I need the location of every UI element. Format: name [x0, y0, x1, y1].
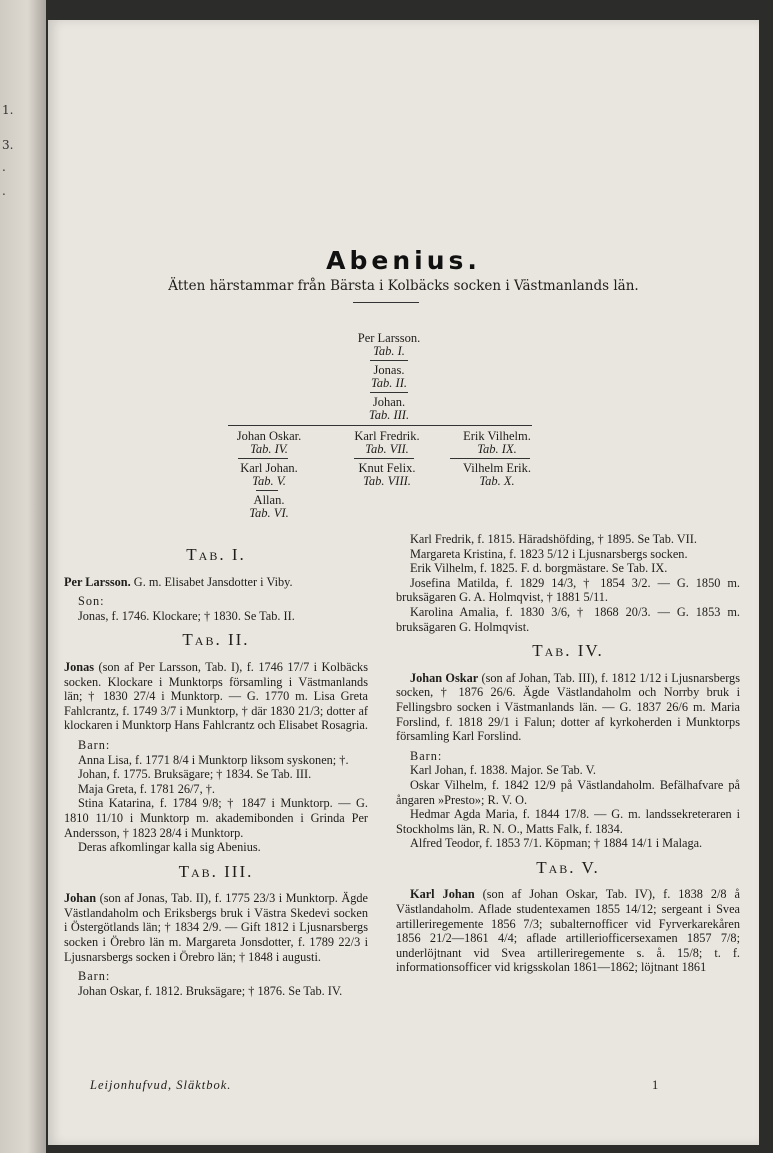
- entry-text: (son af Johan, Tab. III), f. 1812 1/12 i Ljusnarsbergs socken, † 1876 26/6. Ägde Västlandaholm och Norrby bruk i Fellingsbro socken i Västmanlands län. — G. 1837 26/6 m. Maria Forslind, f. 1818 29/1 i Falun; dotter af kyrkoherden i Munktorps församling Karl Forslind.: [396, 670, 740, 744]
- tree-brace: [228, 425, 532, 426]
- entry-paragraph: [64, 575, 368, 590]
- tree-brace: [370, 392, 408, 393]
- entry-paragraph: [396, 671, 740, 744]
- page-title: Abenius.: [326, 246, 481, 275]
- margin-mark: 1.: [2, 103, 14, 117]
- page-subtitle: Ätten härstammar från Bärsta i Kolbäcks socken i Västmanlands län.: [168, 278, 639, 294]
- entry-paragraph: [64, 891, 368, 964]
- tree-brace: [450, 458, 530, 459]
- tree-tab: Tab. V.: [252, 474, 286, 488]
- tree-tab: Tab. VII.: [365, 442, 409, 456]
- children-label: Son:: [78, 594, 105, 609]
- child-entry: Margareta Kristina, f. 1823 5/12 i Ljusnarsbergs socken.: [410, 546, 688, 561]
- tree-name: Per Larsson.: [357, 331, 421, 345]
- child-entry: Erik Vilhelm, f. 1825. F. d. borgmästare. Se Tab. IX.: [410, 561, 668, 576]
- tree-tab: Tab. VIII.: [363, 474, 411, 488]
- tree-brace: [238, 458, 288, 459]
- footer-source: Leijonhufvud, Släktbok.: [90, 1078, 232, 1092]
- child-entry: Anna Lisa, f. 1771 8/4 i Munktorp liksom syskonen; †.: [78, 752, 349, 767]
- section-heading: Tab. II.: [182, 630, 250, 650]
- children-label: Barn:: [78, 737, 111, 752]
- tree-name: Karl Johan.: [240, 461, 298, 475]
- entry-paragraph: [396, 887, 740, 975]
- child-entry: Maja Greta, f. 1781 26/7, †.: [78, 781, 215, 796]
- section-heading: Tab. I.: [186, 545, 246, 564]
- margin-mark: .: [2, 160, 6, 174]
- section-heading: Tab. III.: [178, 861, 254, 881]
- children-label: Barn:: [78, 969, 111, 984]
- tree-node-johan-oskar: [214, 430, 324, 456]
- page-number: 1: [652, 1078, 660, 1092]
- tree-tab: Tab. IX.: [477, 442, 517, 456]
- tree-node-erik-vilhelm: [442, 430, 552, 456]
- right-column: [396, 532, 740, 975]
- tree-name: Jonas.: [373, 363, 405, 377]
- children-label: Barn:: [410, 748, 443, 763]
- tree-node-per-larsson: [334, 332, 444, 358]
- tree-tab: Tab. I.: [373, 344, 405, 358]
- tree-tab: Tab. X.: [479, 474, 515, 488]
- child-entry: Karl Johan, f. 1838. Major. Se Tab. V.: [410, 763, 596, 778]
- title-rule: [353, 302, 419, 303]
- adjacent-page-edge: [0, 0, 46, 1153]
- entry-name: Per Larsson.: [64, 574, 131, 589]
- tree-name: Knut Felix.: [358, 461, 416, 475]
- entry-name: Johan: [64, 891, 97, 906]
- section-heading: Tab. IV.: [532, 641, 604, 661]
- left-column: [64, 538, 368, 998]
- tree-brace: [370, 360, 408, 361]
- tree-node-johan: [334, 396, 444, 422]
- child-entry: Johan, f. 1775. Bruksägare; † 1834. Se Tab. III.: [78, 767, 312, 782]
- entry-text: (son af Per Larsson, Tab. I), f. 1746 17/7 i Kolbäcks socken. Klockare i Munktorps församling i Västmanlands län; † 1830 27/4 i Munktorp. — G. 1770 m. Lisa Greta Fahlcrantz, f. 1749 3/7 i Munktorp, † där 1830 21/3; dotter af klockaren i Munktorp Hans Fahlcrantz och Elisabet Rosagria.: [64, 659, 368, 733]
- tree-node-karl-fredrik: [332, 430, 442, 456]
- tree-node-jonas: [334, 364, 444, 390]
- tree-tab: Tab. IV.: [250, 442, 288, 456]
- document-page: [48, 20, 759, 1145]
- entry-paragraph: [64, 660, 368, 733]
- child-entry: Jonas, f. 1746. Klockare; † 1830. Se Tab. II.: [78, 608, 295, 623]
- child-entry: Karl Fredrik, f. 1815. Häradshöfding, † 1895. Se Tab. VII.: [410, 532, 697, 546]
- entry-text: G. m. Elisabet Jansdotter i Viby.: [130, 574, 293, 589]
- child-entry: Oskar Vilhelm, f. 1842 12/9 på Västlandaholm. Befälhafvare på ångaren »Presto»; R. V. O.: [396, 777, 740, 807]
- child-entry: Hedmar Agda Maria, f. 1844 17/8. — G. m. landssekreteraren i Stockholms län, R. N. O., Matts Falk, f. 1834.: [396, 807, 740, 836]
- margin-mark: 3.: [2, 138, 14, 152]
- entry-name: Karl Johan: [410, 887, 475, 902]
- section-heading: Tab. V.: [536, 857, 600, 877]
- tree-node-knut-felix: [332, 462, 442, 488]
- tree-name: Vilhelm Erik.: [463, 461, 531, 475]
- tree-name: Allan.: [253, 493, 285, 507]
- child-entry: Karolina Amalia, f. 1830 3/6, † 1868 20/3. — G. 1853 m. bruksägaren G. Holmqvist.: [396, 604, 740, 634]
- entry-name: Johan Oskar: [410, 670, 479, 685]
- child-entry: Johan Oskar, f. 1812. Bruksägare; † 1876. Se Tab. IV.: [78, 983, 343, 998]
- note: Deras afkomlingar kalla sig Abenius.: [78, 840, 261, 855]
- child-entry: Josefina Matilda, f. 1829 14/3, † 1854 3/2. — G. 1850 m. bruksägaren G. A. Holmqvist, † 1881 5/11.: [396, 575, 740, 605]
- tree-name: Johan Oskar.: [236, 429, 302, 443]
- tree-name: Karl Fredrik.: [354, 429, 420, 443]
- tree-tab: Tab. III.: [368, 408, 410, 422]
- entry-text: (son af Johan Oskar, Tab. IV), f. 1838 2/8 å Västlandaholm. Aflade studentexamen 1855 14/12; sergeant i Svea artilleriregemente 1856 7/3; subalternofficer vid Fyrverkarekåren 1856 21/2—1861 4/4; aflade artilleriofficersexamen 1857 7/8; underlöjtnant vid Svea artilleriregemente s. å. 15/8; t. f. informationsofficer vid krigsskolan 1861—1862; löjtnant 1861: [396, 887, 740, 975]
- entry-text: (son af Jonas, Tab. II), f. 1775 23/3 i Munktorp. Ägde Västlandaholm och Eriksbergs bruk i Västra Skedevi socken i Östergötlands län; † 1834 2/9. — Gift 1812 i Ljusnarsbergs socken i Örebro län m. Margareta Jonsdotter, f. 1789 22/3 i Ljusnarsbergs socken i Örebro län; † 1848 i augusti.: [64, 891, 368, 964]
- margin-mark: .: [2, 184, 6, 198]
- tree-name: Johan.: [372, 395, 406, 409]
- tree-node-allan: [214, 494, 324, 520]
- child-entry: Stina Katarina, f. 1784 9/8; † 1847 i Munktorp. — G. 1810 11/10 i Munktorp m. akademibonden i Grinda Per Andersson, † 1823 28/4 i Munktorp.: [64, 796, 368, 840]
- tree-node-karl-johan: [214, 462, 324, 488]
- tree-node-vilhelm-erik: [442, 462, 552, 488]
- tree-tab: Tab. II.: [370, 376, 407, 390]
- tree-brace: [256, 490, 278, 491]
- tree-brace: [354, 458, 414, 459]
- child-entry: Alfred Teodor, f. 1853 7/1. Köpman; † 1884 14/1 i Malaga.: [410, 836, 703, 851]
- tree-name: Erik Vilhelm.: [463, 429, 531, 443]
- entry-name: Jonas: [64, 659, 95, 674]
- tree-tab: Tab. VI.: [249, 506, 289, 520]
